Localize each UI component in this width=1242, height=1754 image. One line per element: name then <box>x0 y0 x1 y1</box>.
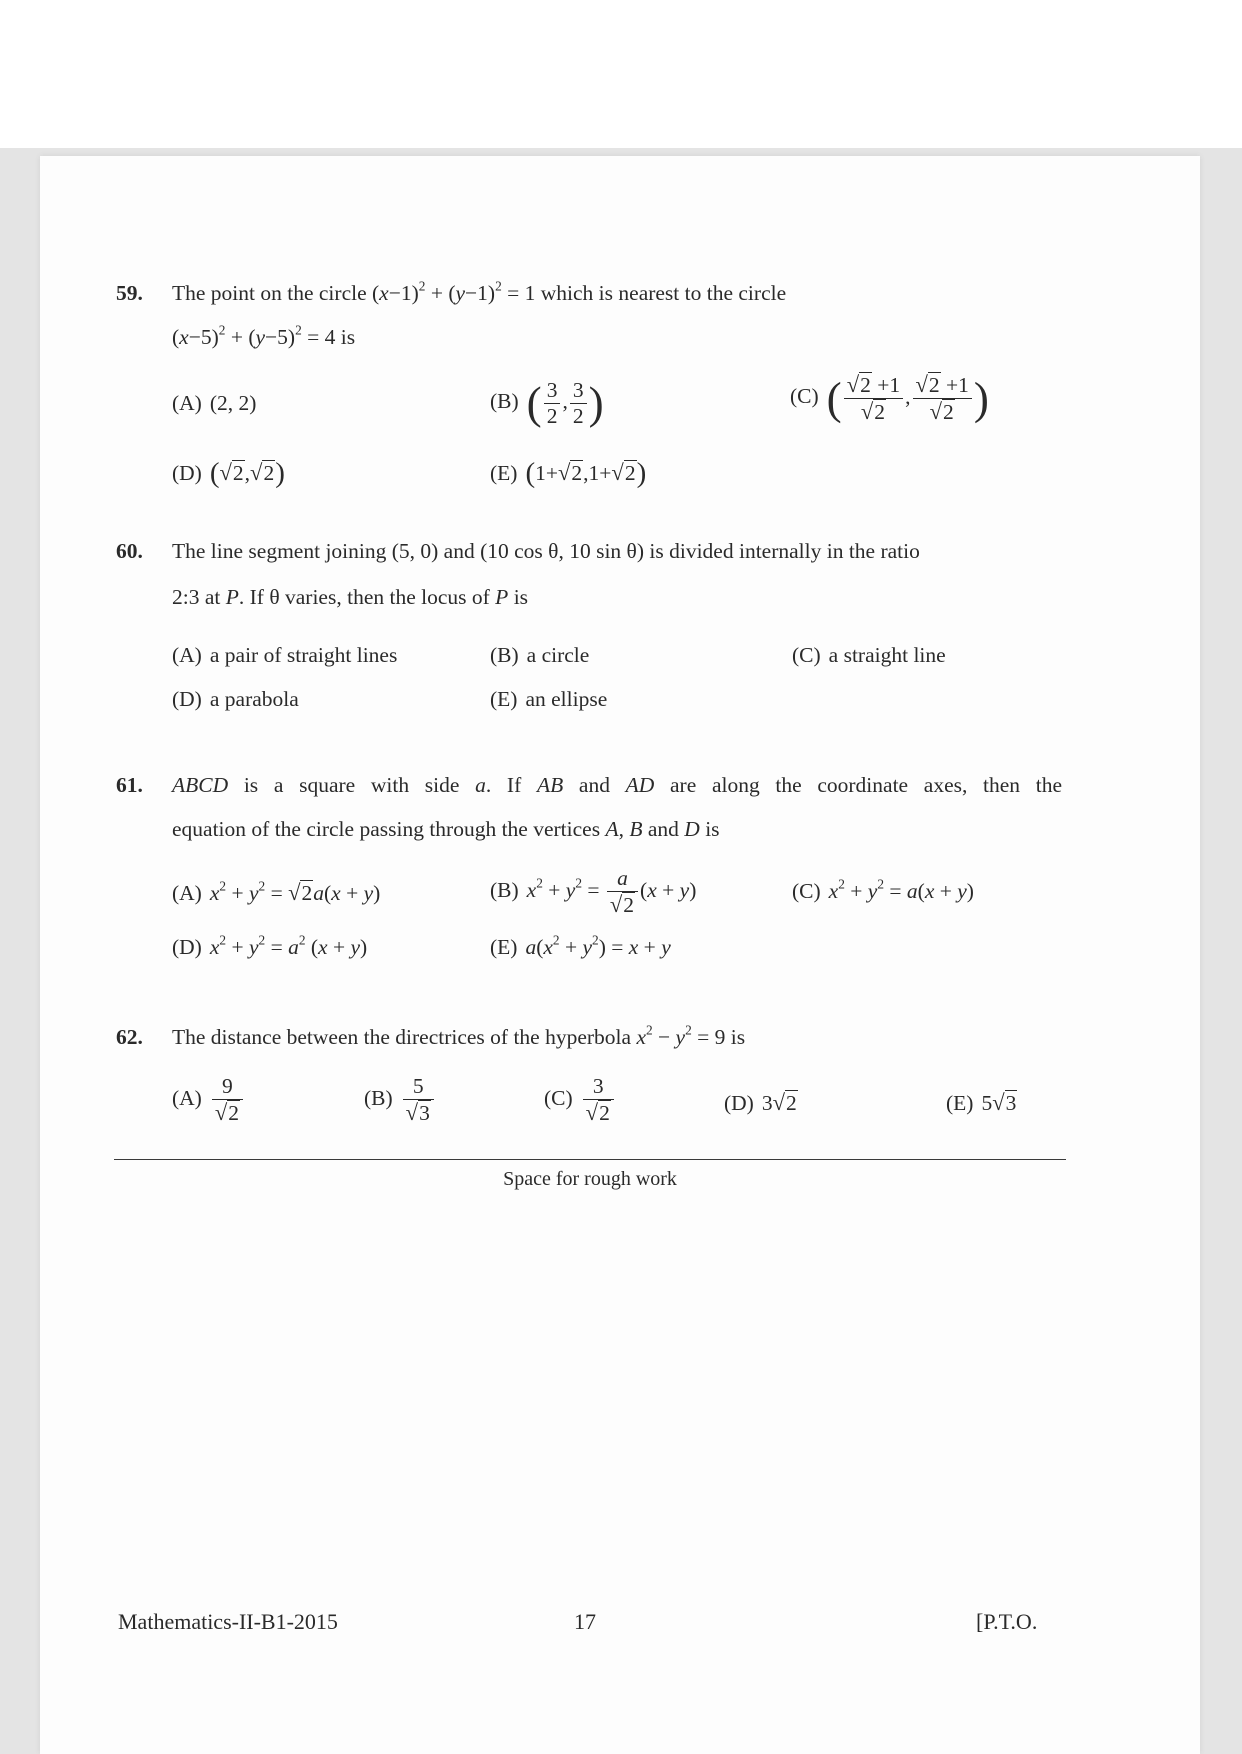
footer-pto: [P.T.O. <box>976 1609 1038 1634</box>
option-60-c: (C) a straight line <box>792 643 946 667</box>
equation-hyperbola: $x^2 - y^2 = 9$ <box>636 1022 726 1049</box>
option-60-e: (E) an ellipse <box>490 687 608 711</box>
option-62-b: (B) $\frac{5}{√3}$ <box>364 1074 436 1126</box>
option-59-d: (D) (√2,√2) <box>172 457 285 489</box>
option-60-b: (B) a circle <box>490 643 590 667</box>
option-60-a: (A) a pair of straight lines <box>172 643 398 667</box>
option-62-c: (C) $\frac{3}{√2}$ <box>544 1074 616 1126</box>
option-61-d: (D) $x^2 + y^2 = a^2$ (x + y) <box>172 932 368 959</box>
question-60-line1: The line segment joining (5, 0) and (10 cos θ, 10 sin θ) is divided internally in the ratio <box>172 539 920 563</box>
option-60-d: (D) a parabola <box>172 687 299 711</box>
option-59-b: (B) ( $\frac{3}{2}$ , $\frac{3}{2}$ ) <box>490 378 604 429</box>
question-number-62: 62. <box>116 1025 143 1049</box>
rough-work-label: Space for rough work <box>503 1168 677 1190</box>
option-61-e: (E) $a(x^2 + y^2) = x + y$ <box>490 932 671 959</box>
question-number-61: 61. <box>116 773 143 797</box>
option-61-c: (C) $x^2 + y^2 = a(x + y)$ <box>792 876 974 903</box>
question-61-line1: ABCD is a square with side a. If AB and AD are along the coordinate axes, then the <box>172 773 1063 797</box>
rough-work-divider <box>114 1159 1066 1160</box>
question-59-line2: $(x-5)^2 + (y-5)^2 = 4$ is <box>172 322 356 349</box>
option-59-e: (E) (1+√2,1+√2) <box>490 457 647 489</box>
equation-circle-2: $(x-5)^2 + (y-5)^2 = 4$ <box>172 322 336 349</box>
footer-subject: Mathematics-II-B1-2015 <box>118 1609 338 1634</box>
question-number-60: 60. <box>116 539 143 563</box>
question-59-line1: The point on the circle $(x-1)^2 + (y-1)^2 = 1$ which is nearest to the circle <box>172 278 787 305</box>
question-62-text: The distance between the directrices of the hyperbola $x^2 - y^2 = 9$ is <box>172 1022 746 1049</box>
question-61-line2: equation of the circle passing through the vertices A, B and D is <box>172 817 720 841</box>
option-62-d: (D) 3√2 <box>724 1090 797 1115</box>
equation-circle-1: $(x-1)^2 + (y-1)^2 = 1$ <box>372 278 536 305</box>
question-60-line2: 2:3 at P. If θ varies, then the locus of P is <box>172 585 529 609</box>
option-59-a: (A) (2, 2) <box>172 391 257 415</box>
option-59-c: (C) ( $\frac{√2 +1}{√2}$ , $\frac{√2 +1}{√2}$ ) <box>790 372 989 424</box>
option-61-a: (A) $x^2 + y^2 = √2a(x + y)$ <box>172 878 381 905</box>
question-number-59: 59. <box>116 281 143 305</box>
option-62-e: (E) 5√3 <box>946 1090 1017 1115</box>
footer-page-number: 17 <box>574 1609 596 1634</box>
option-62-a: (A) $\frac{9}{√2}$ <box>172 1074 245 1126</box>
option-61-b: (B) $x^2 + y^2$ = $\frac{a}{√2}$ (x + y) <box>490 866 697 917</box>
